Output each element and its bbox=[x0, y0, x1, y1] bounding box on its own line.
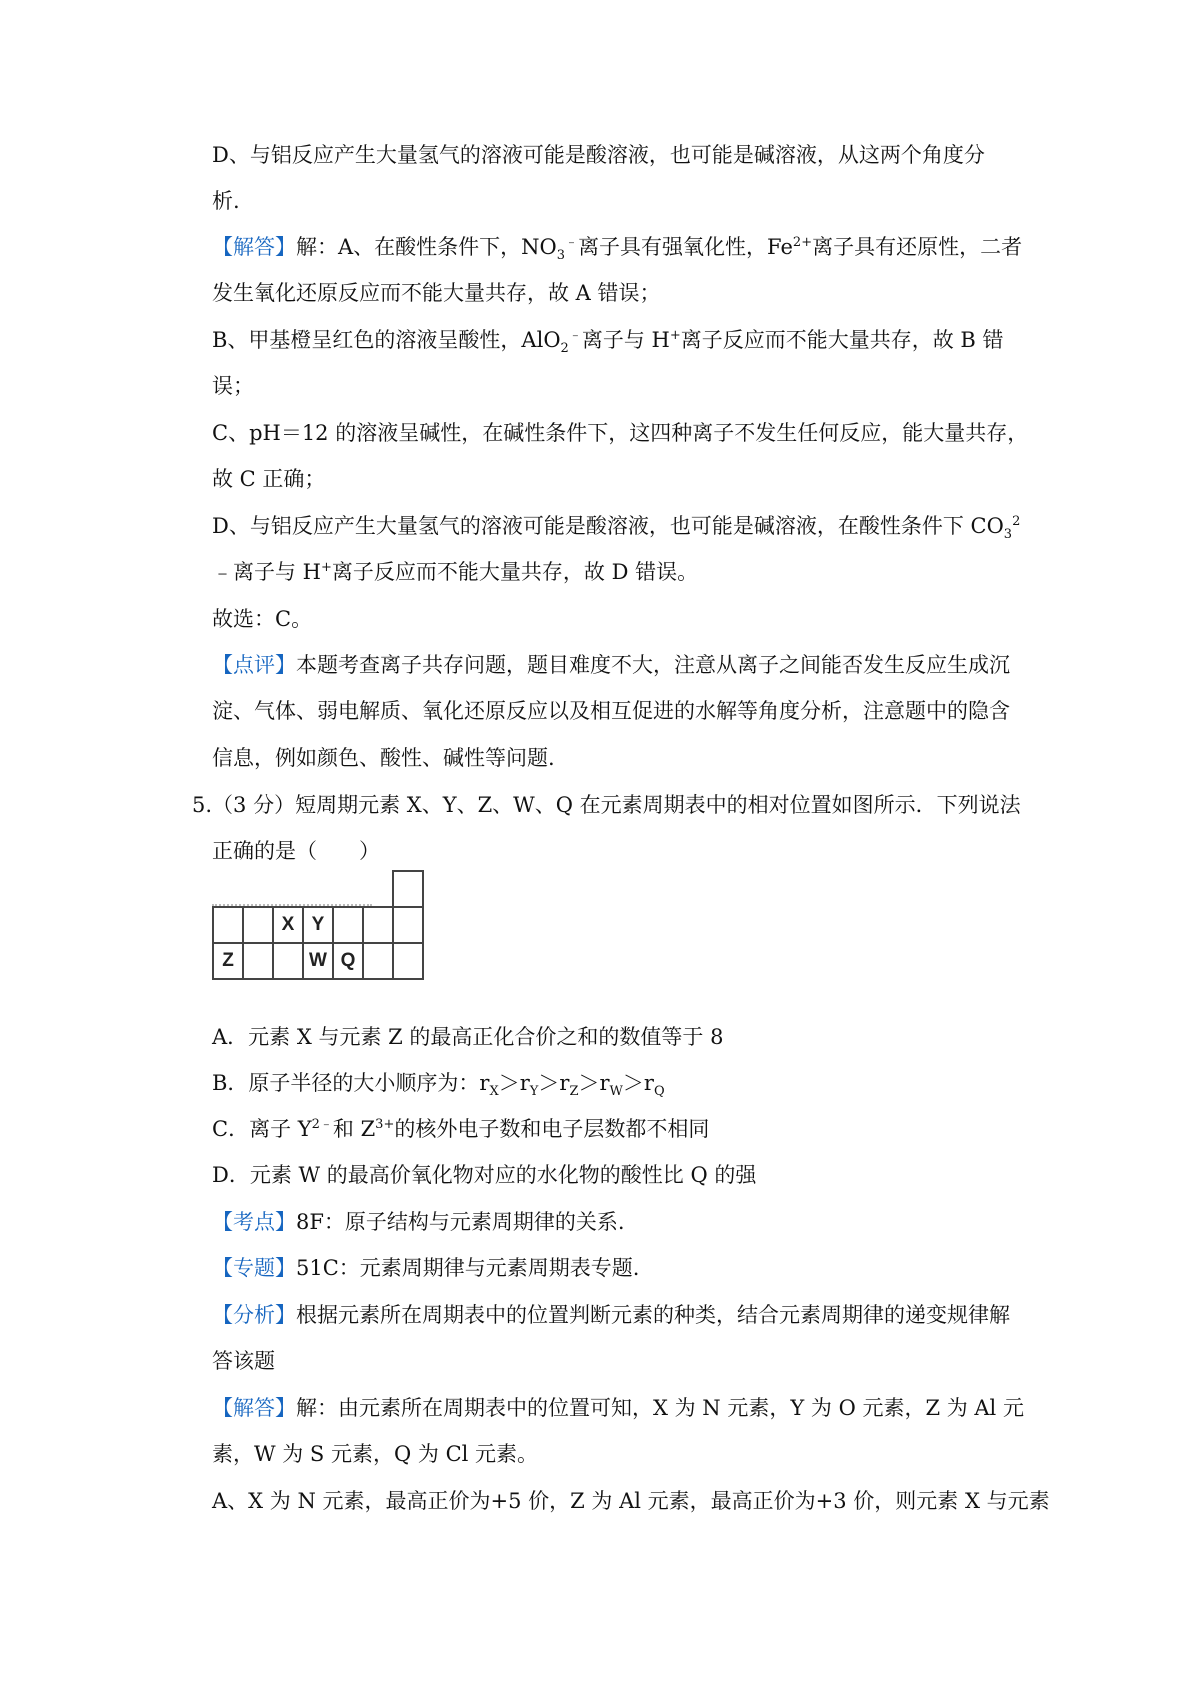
section-tag: 【考点】 bbox=[212, 1210, 296, 1234]
question-stem: 正确的是（ ） bbox=[212, 839, 380, 863]
section-tag: 【点评】 bbox=[212, 653, 296, 677]
text-line: D、与铝反应产生大量氢气的溶液可能是酸溶液，也可能是碱溶液，在酸性条件下 $CO_3^2$ bbox=[212, 514, 1021, 543]
question-number: 5. bbox=[192, 793, 213, 817]
analysis-line: 【考点】8F：原子结构与元素周期律的关系. bbox=[212, 1210, 625, 1234]
analysis-line: 【分析】根据元素所在周期表中的位置判断元素的种类，结合元素周期律的递变规律解 bbox=[212, 1303, 1010, 1327]
table-cell-q: Q bbox=[332, 942, 364, 980]
section-tag: 【解答】 bbox=[212, 1396, 296, 1420]
analysis-line: A、X 为 N 元素，最高正价为+5 价，Z 为 Al 元素，最高正价为+3 价，则元素 X 与元素 bbox=[212, 1489, 1050, 1513]
table-cell bbox=[242, 906, 274, 944]
section-tag: 【专题】 bbox=[212, 1256, 296, 1280]
analysis-line: 【解答】解：由元素所在周期表中的位置可知，X 为 N 元素，Y 为 O 元素，Z 为 Al 元 bbox=[212, 1396, 1024, 1420]
analysis-line: 素，W 为 S 元素，Q 为 Cl 元素。 bbox=[212, 1442, 539, 1466]
option-a: A．元素 X 与元素 Z 的最高正化合价之和的数值等于 8 bbox=[212, 1025, 724, 1049]
table-cell bbox=[272, 942, 304, 980]
text-line: B、甲基橙呈红色的溶液呈酸性，AlO$_2$﹣离子与 H+离子反应而不能大量共存，故 B 错 bbox=[212, 328, 1004, 357]
text-line: ﹣离子与 H+离子反应而不能大量共存，故 D 错误。 bbox=[212, 560, 699, 584]
section-tag: 【解答】 bbox=[212, 235, 296, 259]
text-line: 【点评】本题考查离子共存问题，题目难度不大，注意从离子之间能否发生反应生成沉 bbox=[212, 653, 1010, 677]
text-line: D、与铝反应产生大量氢气的溶液可能是酸溶液，也可能是碱溶液，从这两个角度分 bbox=[212, 143, 985, 167]
option-b: B．原子半径的大小顺序为：$r_X>r_Y>r_Z>r_W>r_Q$ bbox=[212, 1071, 665, 1100]
table-cell bbox=[362, 942, 394, 980]
text-line: 故 C 正确； bbox=[212, 467, 326, 491]
table-cell bbox=[392, 870, 424, 908]
analysis-line: 【专题】51C：元素周期律与元素周期表专题. bbox=[212, 1256, 640, 1280]
table-cell bbox=[242, 942, 274, 980]
table-cell-y: Y bbox=[302, 906, 334, 944]
text-line: 发生氧化还原反应而不能大量共存，故 A 错误； bbox=[212, 281, 661, 305]
option-c: C．离子 $Y^{2﹣}$和 $Z^{3+}$的核外电子数和电子层数都不相同 bbox=[212, 1117, 710, 1141]
text-line: 【解答】解：A、在酸性条件下，$NO_3^﹣$离子具有强氧化性，$Fe^{2+}$离子具有还原性，二者 bbox=[212, 235, 1023, 264]
text-line: 故选：C。 bbox=[212, 607, 313, 631]
text-line: 淀、气体、弱电解质、氧化还原反应以及相互促进的水解等角度分析，注意题中的隐含 bbox=[212, 699, 1010, 723]
table-cell bbox=[392, 942, 424, 980]
text-line: 析. bbox=[212, 189, 240, 213]
text-line: 误； bbox=[212, 374, 254, 398]
table-cell-z: Z bbox=[212, 942, 244, 980]
table-cell bbox=[212, 906, 244, 944]
periodic-table-figure bbox=[212, 906, 424, 1024]
analysis-line: 答该题 bbox=[212, 1349, 275, 1373]
question-stem: 5.（3 分）短周期元素 X、Y、Z、W、Q 在元素周期表中的相对位置如图所示．下列说法 bbox=[192, 793, 1021, 817]
text-line: C、pH＝12 的溶液呈碱性，在碱性条件下，这四种离子不发生任何反应，能大量共存， bbox=[212, 421, 1029, 445]
option-d: D．元素 W 的最高价氧化物对应的水化物的酸性比 Q 的强 bbox=[212, 1163, 757, 1187]
table-cell bbox=[332, 906, 364, 944]
table-cell bbox=[392, 906, 424, 944]
table-cell-w: W bbox=[302, 942, 334, 980]
table-cell-x: X bbox=[272, 906, 304, 944]
section-tag: 【分析】 bbox=[212, 1303, 296, 1327]
table-cell bbox=[362, 906, 394, 944]
text-line: 信息，例如颜色、酸性、碱性等问题. bbox=[212, 746, 555, 770]
